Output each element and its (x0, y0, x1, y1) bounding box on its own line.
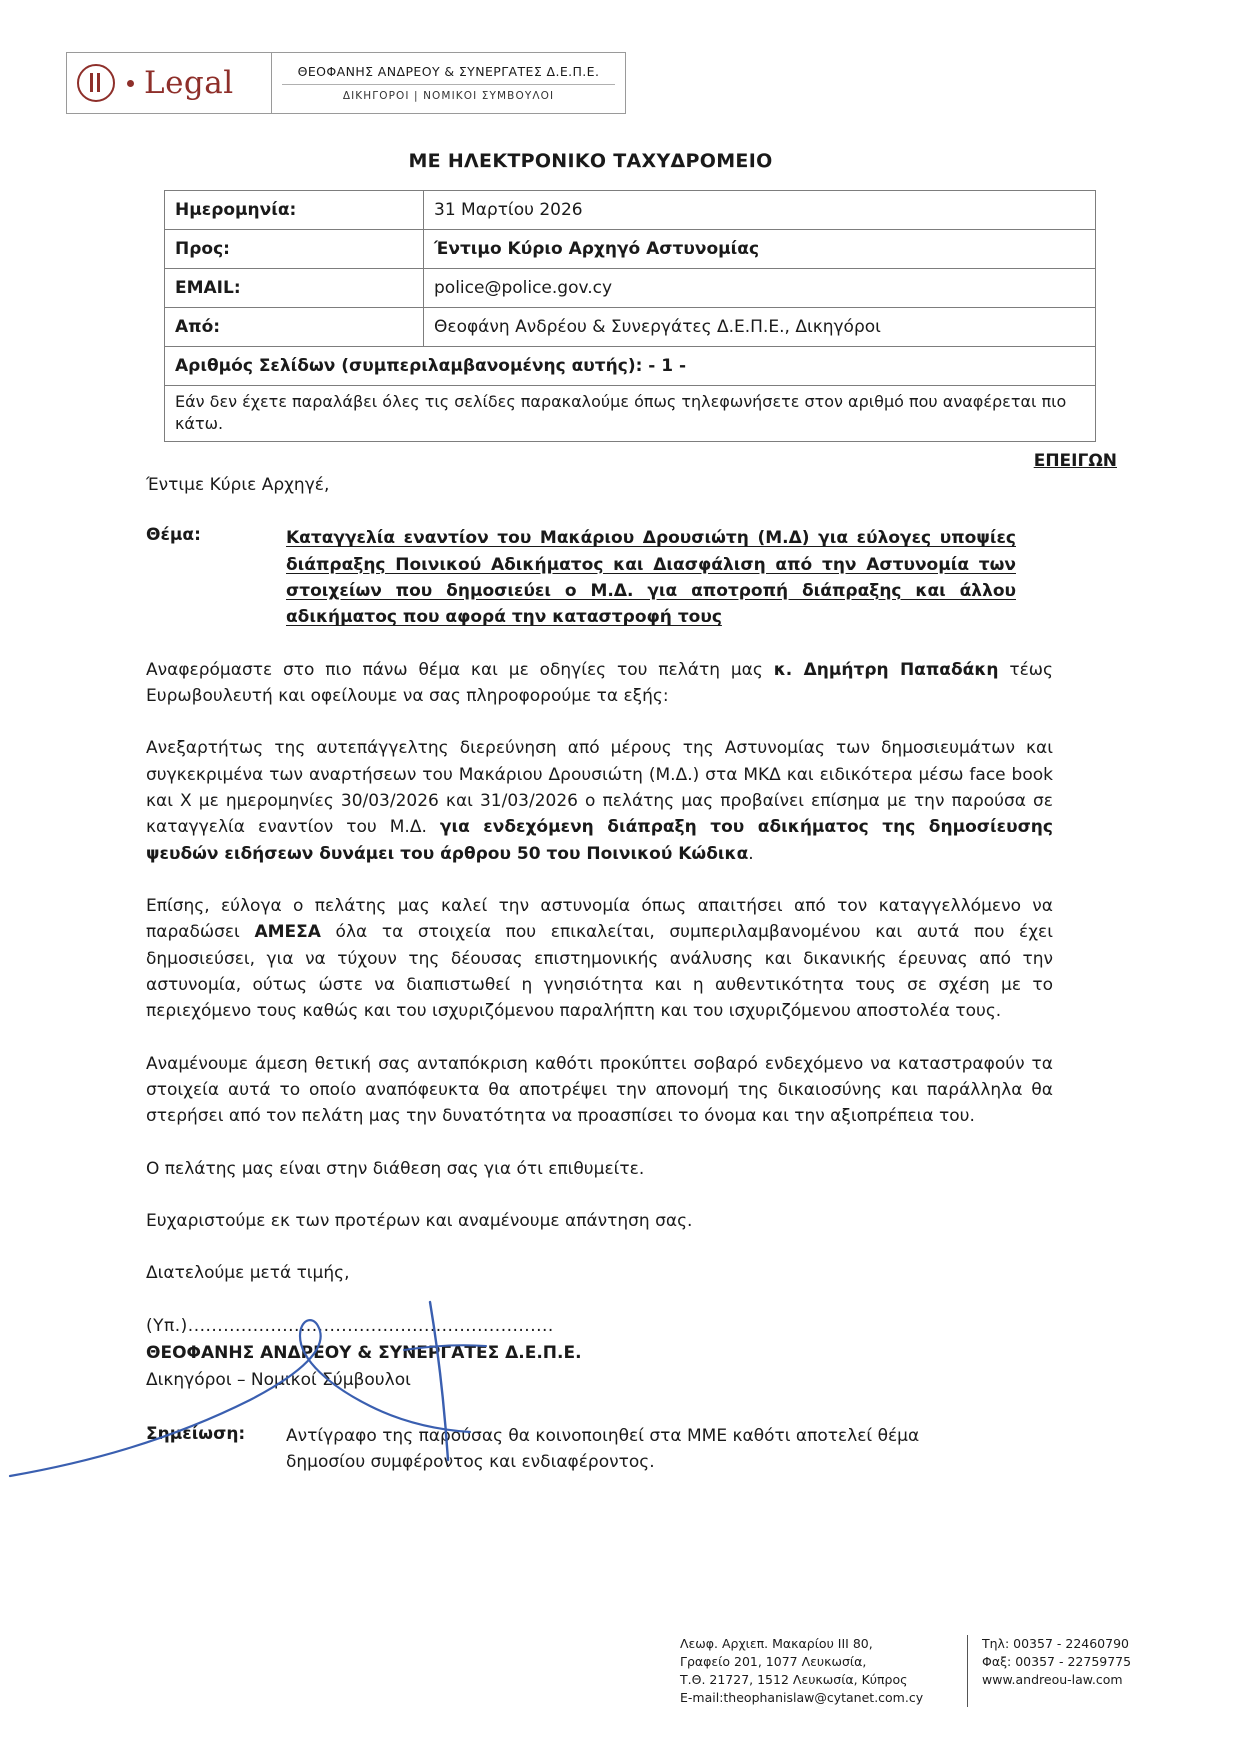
body-text: Αναμένουμε άμεση θετική σας ανταπόκριση καθότι προκύπτει σοβαρό ενδεχόμενο να καταστραφούν τα στοιχεία αυτά το οποίο αναπόφευκτα θα αποτρέψει την απονομή της δικαιοσύνης και παράλληλα θα στερήσει από τον πελάτη μας την δυνατότητα να προασπίσει το όνομα και την αξιοπρέπεια του. (146, 1053, 1053, 1127)
body-text: Ο πελάτης μας είναι στην διάθεση σας για ότι επιθυμείτε. (146, 1158, 645, 1179)
signature-firm-name: ΘΕΟΦΑΝΗΣ ΑΝΔΡΕΟΥ & ΣΥΝΕΡΓΑΤΕΣ Δ.Ε.Π.Ε. (146, 1342, 582, 1363)
body-text: Επίσης, εύλογα ο πελάτης μας καλεί την αστυνομία όπως απαιτήσει από τον καταγγελλόμενο να παραδώσει (146, 895, 1053, 943)
table-row (165, 230, 1096, 269)
signature-line: (Υπ.).............................................................. (146, 1315, 554, 1336)
footer (680, 1635, 1131, 1708)
fax-header-table (164, 190, 1096, 442)
footer-contact (968, 1635, 1131, 1708)
body-text: Ευχαριστούμε εκ των προτέρων και αναμένουμε απάντηση σας. (146, 1211, 693, 1232)
row-pages-count: Αριθμός Σελίδων (συμπεριλαμβανομένης αυτής): - 1 - (165, 347, 1096, 386)
paragraph-4 (146, 1051, 1053, 1130)
table-row (165, 347, 1096, 386)
footer-address-line-1: Λεωφ. Αρχιεπ. Μακαρίου ΙΙΙ 80, (680, 1635, 873, 1651)
emphasis-text: για ενδεχόμενη διάπραξη του αδικήματος της δημοσίευσης ψευδών ειδήσεων δυνάμει του άρθρου 50 του Ποινικού Κώδικα (146, 817, 1053, 864)
row-value-date: 31 Μαρτίου 2026 (424, 191, 1096, 230)
table-row (165, 386, 1096, 442)
urgent-badge: ΕΠΕΙΓΩΝ (1033, 451, 1117, 472)
letterhead-logo (67, 53, 272, 113)
footnote-block (146, 1424, 1145, 1475)
letterhead (66, 52, 626, 114)
subject-text: Καταγγελία εναντίον του Μακάριου Δρουσιώτη (Μ.Δ) για εύλογες υποψίες διάπραξης Ποινικού Αδικήματος και Διασφάλιση από την Αστυνομία των στοιχείων που δημοσιεύει ο Μ.Δ. για αποτροπή διάπραξης και άλλου αδικήματος που αφορά την καταστροφή τους (286, 528, 1016, 628)
letterhead-divider (282, 84, 615, 85)
letterhead-firm-block (272, 53, 625, 113)
signature-block (146, 1313, 1145, 1395)
body-text: τέως Ευρωβουλευτή και οφείλουμε να σας πληροφορούμε τα εξής: (146, 659, 1053, 706)
paragraph-7 (146, 1260, 1053, 1286)
row-label-to: Προς: (165, 230, 424, 269)
footer-tel: Τηλ: 00357 - 22460790 (982, 1635, 1129, 1651)
body-text: . (748, 843, 754, 864)
table-row (165, 308, 1096, 347)
table-row (165, 191, 1096, 230)
body-text: Ανεξαρτήτως της αυτεπάγγελτης διερεύνηση από μέρους της Αστυνομίας των δημοσιευμάτων και συγκεκριμένα των αναρτήσεων του Μακάριου Δρουσιώτη (Μ.Δ.) στα ΜΚΔ και ειδικότερα μέσω face book και Χ με ημερομηνίες 30/03/2026 και 31/03/2026 ο πελάτης μας προβαίνει επίσημα με την παρούσα σε καταγγελία εναντίον του Μ.Δ. (146, 738, 1053, 838)
footer-email: E-mail:theophanislaw@cytanet.com.cy (680, 1689, 924, 1705)
footnote-label: Σημείωση: (146, 1424, 246, 1445)
salutation: Έντιμε Κύριε Αρχηγέ, (146, 475, 330, 496)
body-text: Αναφερόμαστε στο πιο πάνω θέμα και με οδηγίες του πελάτη μας (146, 659, 774, 680)
row-label-from: Από: (165, 308, 424, 347)
table-row (165, 269, 1096, 308)
brand-word: Legal (144, 64, 234, 101)
emphasis-text: ΑΜΕΣΑ (254, 922, 321, 943)
paragraph-5 (146, 1156, 1053, 1182)
footer-address-line-3: Τ.Θ. 21727, 1512 Λευκωσία, Κύπρος (680, 1671, 908, 1687)
row-label-email: EMAIL: (165, 269, 424, 308)
subject-label: Θέμα: (146, 525, 201, 546)
row-value-from: Θεοφάνη Ανδρέου & Συνεργάτες Δ.Ε.Π.Ε., Δικηγόροι (424, 308, 1096, 347)
body-text: όλα τα στοιχεία που επικαλείται, συμπεριλαμβανομένου και αυτά που έχει δημοσιεύσει, για να τύχουν της δέουσας επιστημονικής ανάλυσης και δικανικής έρευνας από την αστυνομία, ούτως ώστε να διαπιστωθεί η γνησιότητα και η αυθεντικότητα τους σε σχέση με το περιεχόμενο τους καθώς και του ισχυριζόμενου παραλήπτη και του ισχυριζόμενου αποστολέα τους. (146, 922, 1053, 1022)
page-title: ΜΕ ΗΛΕΚΤΡΟΝΙΚΟ ΤΑΧΥΔΡΟΜΕΙΟ (408, 150, 773, 172)
signature-role: Δικηγόροι – Νομικοί Σύμβουλοι (146, 1370, 411, 1391)
footer-fax: Φαξ: 00357 - 22759775 (982, 1653, 1132, 1669)
firm-name: ΘΕΟΦΑΝΗΣ ΑΝΔΡΕΟΥ & ΣΥΝΕΡΓΑΤΕΣ Δ.Ε.Π.Ε. (297, 64, 600, 79)
paragraph-3 (146, 893, 1053, 1025)
bullet-dot-icon (127, 80, 134, 87)
fax-header-body (165, 191, 1096, 442)
paragraph-6 (146, 1208, 1053, 1234)
row-label-date: Ημερομηνία: (165, 191, 424, 230)
footer-address (680, 1635, 968, 1708)
footer-website: www.andreou-law.com (982, 1671, 1123, 1687)
firm-subtitle: ΔΙΚΗΓΟΡΟΙ | ΝΟΜΙΚΟΙ ΣΥΜΒΟΥΛΟΙ (342, 90, 555, 102)
row-value-email: police@police.gov.cy (424, 269, 1096, 308)
law-firm-logo-icon (77, 64, 115, 102)
footer-address-line-2: Γραφείο 201, 1077 Λευκωσία, (680, 1653, 867, 1669)
paragraph-1 (146, 657, 1053, 710)
paragraph-2 (146, 735, 1053, 867)
footnote-text: Αντίγραφο της παρούσας θα κοινοποιηθεί στα ΜΜΕ καθότι αποτελεί θέμα δημοσίου συμφέροντος και ενδιαφέροντος. (286, 1426, 920, 1472)
emphasis-text: κ. Δημήτρη Παπαδάκη (773, 659, 999, 680)
body-text: Διατελούμε μετά τιμής, (146, 1263, 350, 1284)
row-value-to: Έντιμο Κύριο Αρχηγό Αστυνομίας (424, 230, 1096, 269)
row-missing-pages-note: Εάν δεν έχετε παραλάβει όλες τις σελίδες παρακαλούμε όπως τηλεφωνήσετε στον αριθμό που αναφέρεται πιο κάτω. (165, 386, 1096, 442)
subject-block (146, 525, 1145, 630)
